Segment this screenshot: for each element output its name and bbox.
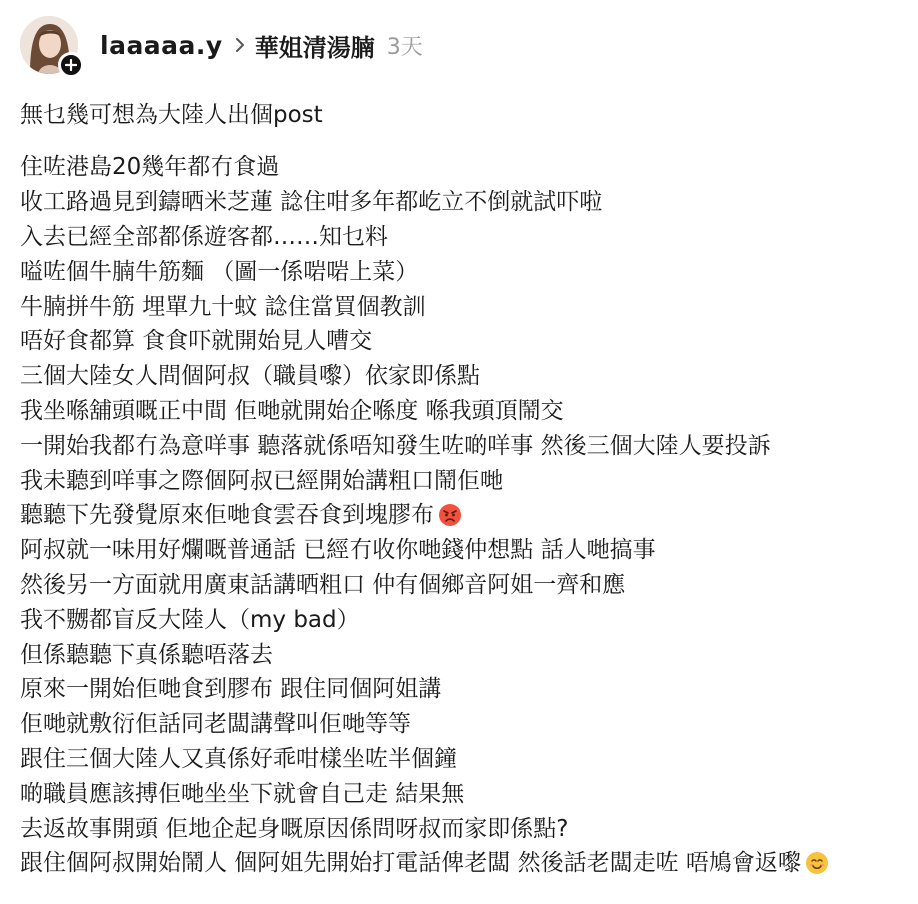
body-line: 唔好食都算 食食吓就開始見人嘈交 — [20, 328, 373, 355]
body-line: 我坐喺舖頭嘅正中間 佢哋就開始企喺度 喺我頭頂鬧交 — [20, 397, 564, 424]
body-line: 入去已經全部都係遊客都……知乜料 — [20, 223, 388, 250]
body-line: 跟住個阿叔開始鬧人 個阿姐先開始打電話俾老闆 然後話老闆走咗 唔鳩會返嚟 — [20, 846, 829, 881]
body-line: 跟住三個大陸人又真係好乖咁樣坐咗半個鐘 — [20, 745, 457, 772]
username[interactable]: laaaaa.y — [100, 30, 223, 60]
post-time: 3天 — [386, 34, 423, 60]
community-name[interactable]: 華姐清湯腩 — [254, 33, 375, 62]
body-line: 原來一開始佢哋食到膠布 跟住同個阿姐講 — [20, 676, 442, 703]
body-line: 住咗港島20幾年都冇食過 — [20, 154, 280, 181]
body-line: 一開始我都冇為意咩事 聽落就係唔知發生咗啲咩事 然後三個大陸人要投訴 — [20, 432, 771, 459]
body-line: 去返故事開頭 佢地企起身嘅原因係問呀叔而家即係點? — [20, 815, 569, 842]
angry-face-emoji-icon — [438, 503, 462, 527]
body-line: 收工路過見到鑄晒米芝蓮 諗住咁多年都屹立不倒就試吓啦 — [20, 189, 603, 216]
avatar-container[interactable] — [20, 16, 78, 74]
post-header — [20, 14, 423, 76]
body-line: 牛腩拼牛筋 埋單九十蚊 諗住當買個教訓 — [20, 293, 426, 320]
body-line: 我不嬲都盲反大陸人（my bad） — [20, 606, 360, 633]
body-line: 三個大陸女人問個阿叔（職員嚟）依家即係點 — [20, 363, 480, 390]
body-line: 啲職員應該搏佢哋坐坐下就會自己走 結果無 — [20, 780, 465, 807]
body-line: 我未聽到咩事之際個阿叔已經開始講粗口鬧佢哋 — [20, 467, 503, 494]
post-title: 無乜幾可想為大陸人出個post — [20, 102, 323, 128]
plus-icon — [65, 59, 77, 71]
chevron-right-icon — [235, 37, 245, 53]
follow-plus-button[interactable] — [58, 52, 84, 78]
body-line: 然後另一方面就用廣東話講晒粗口 仲有個鄉音阿姐一齊和應 — [20, 571, 626, 598]
body-line: 嗌咗個牛腩牛筋麵 （圖一係啱啱上菜） — [20, 258, 419, 285]
post-body — [20, 150, 829, 881]
body-line: 阿叔就一味用好爛嘅普通話 已經冇收你哋錢仲想點 話人哋搞事 — [20, 537, 656, 564]
body-line: 佢哋就敷衍佢話同老闆講聲叫佢哋等等 — [20, 711, 411, 738]
body-line: 聽聽下先發覺原來佢哋食雲吞食到塊膠布 — [20, 498, 829, 533]
smiling-face-emoji-icon — [805, 851, 829, 875]
body-line: 但係聽聽下真係聽唔落去 — [20, 641, 273, 668]
